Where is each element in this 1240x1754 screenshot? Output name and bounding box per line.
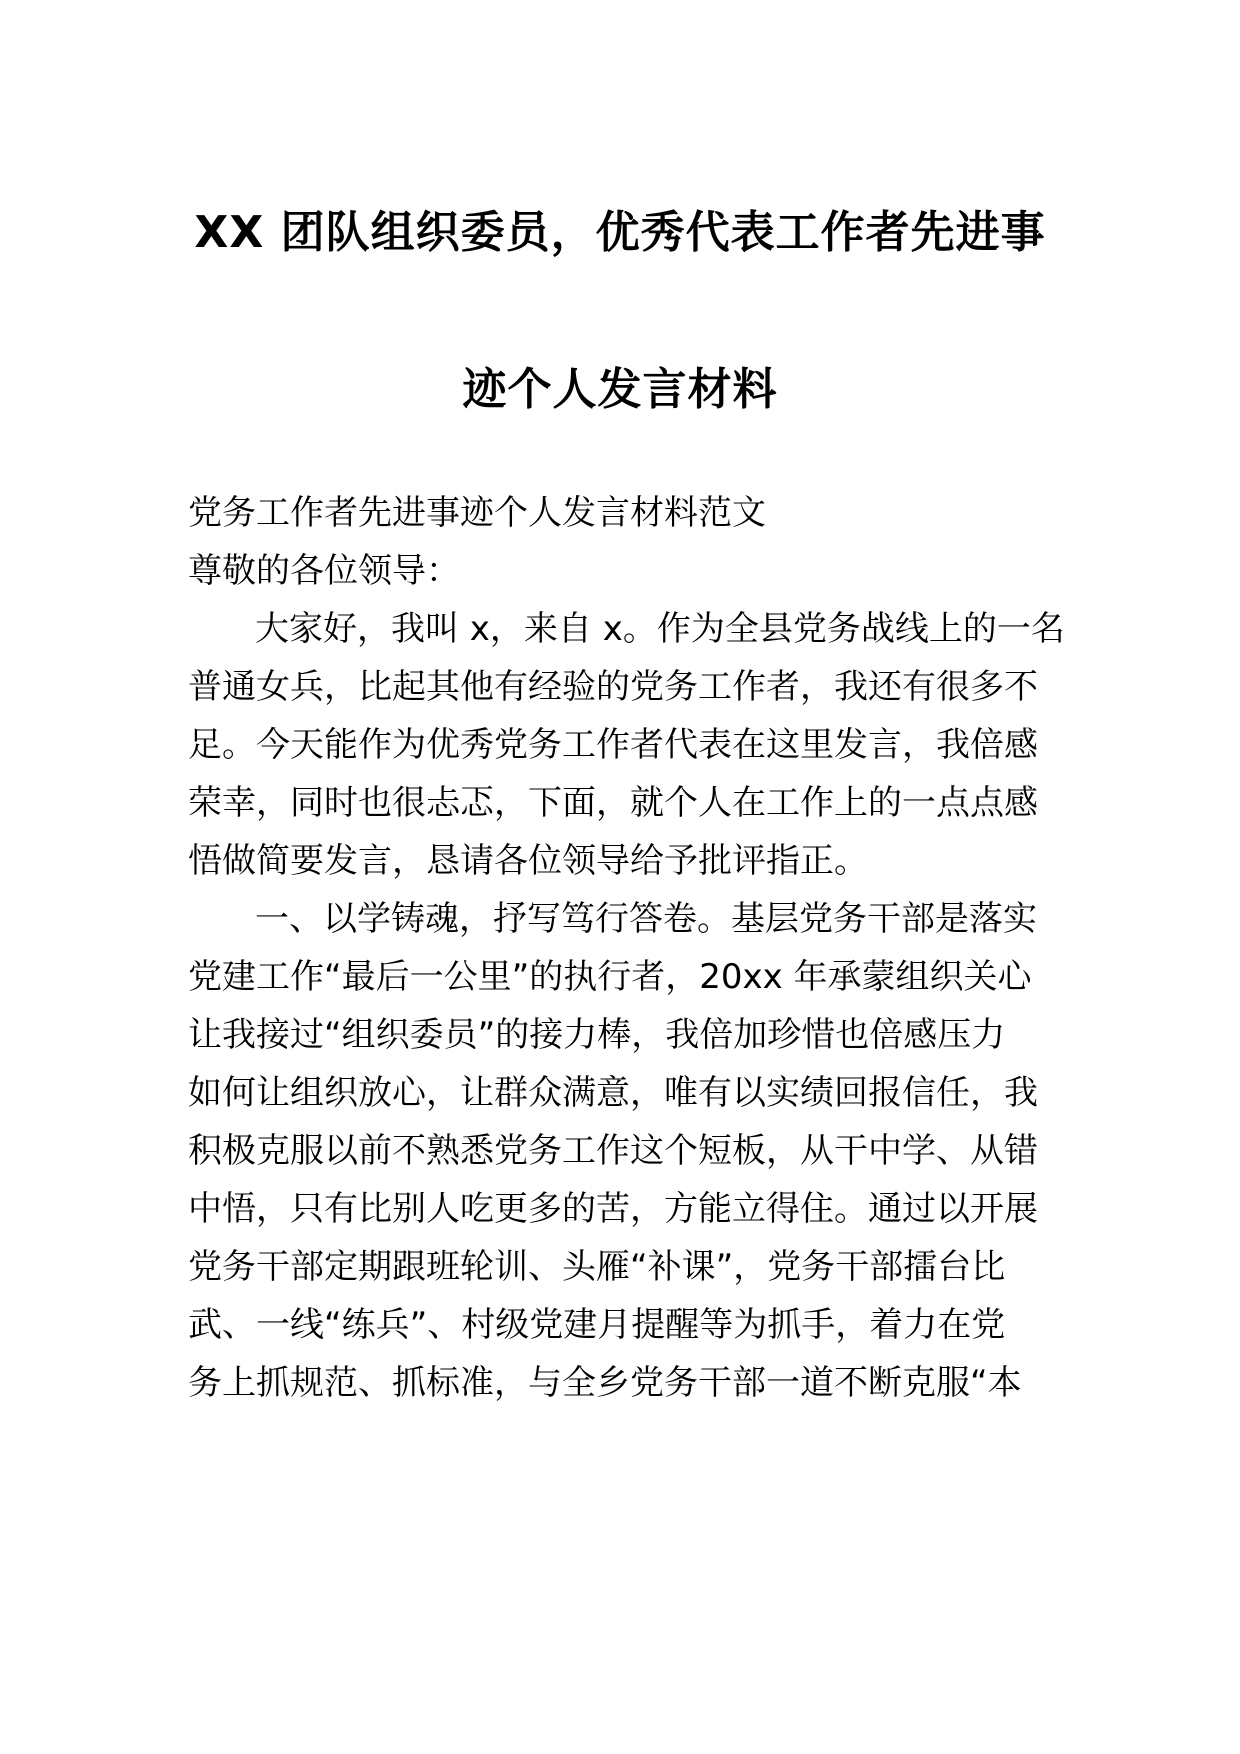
paragraph-line: 如何让组织放心，让群众满意，唯有以实绩回报信任，我 <box>188 1073 1038 1113</box>
paragraph-line: 党建工作“最后一公里”的执行者，20xx 年承蒙组织关心 <box>188 957 1032 997</box>
subtitle-line: 党务工作者先进事迹个人发言材料范文 <box>188 493 766 533</box>
paragraph-line: 让我接过“组织委员”的接力棒，我倍加珍惜也倍感压力 <box>188 1015 1006 1055</box>
paragraph-line: 荣幸，同时也很忐忑，下面，就个人在工作上的一点点感 <box>188 783 1038 823</box>
paragraph-line: 普通女兵，比起其他有经验的党务工作者，我还有很多不 <box>188 667 1038 707</box>
paragraph-line: 党务干部定期跟班轮训、头雁“补课”，党务干部擂台比 <box>188 1247 1006 1287</box>
salutation-line: 尊敬的各位领导： <box>188 551 460 591</box>
paragraph-line: 一、以学铸魂，抒写笃行答卷。基层党务干部是落实 <box>255 899 1037 939</box>
paragraph-line: 务上抓规范、抓标准，与全乡党务干部一道不断克服“本 <box>188 1363 1022 1403</box>
paragraph-line: 武、一线“练兵”、村级党建月提醒等为抓手，着力在党 <box>188 1305 1006 1345</box>
paragraph-line: 足。今天能作为优秀党务工作者代表在这里发言，我倍感 <box>188 725 1038 765</box>
paragraph-line: 悟做简要发言，恳请各位领导给予批评指正。 <box>188 841 868 881</box>
paragraph-line: 积极克服以前不熟悉党务工作这个短板，从干中学、从错 <box>188 1131 1038 1171</box>
document-title-line-1: XX 团队组织委员，优秀代表工作者先进事 <box>194 207 1046 258</box>
paragraph-line: 中悟，只有比别人吃更多的苦，方能立得住。通过以开展 <box>188 1189 1038 1229</box>
paragraph-line: 大家好，我叫 x，来自 x。作为全县党务战线上的一名 <box>255 609 1065 649</box>
document-title-line-2: 迹个人发言材料 <box>462 364 778 415</box>
